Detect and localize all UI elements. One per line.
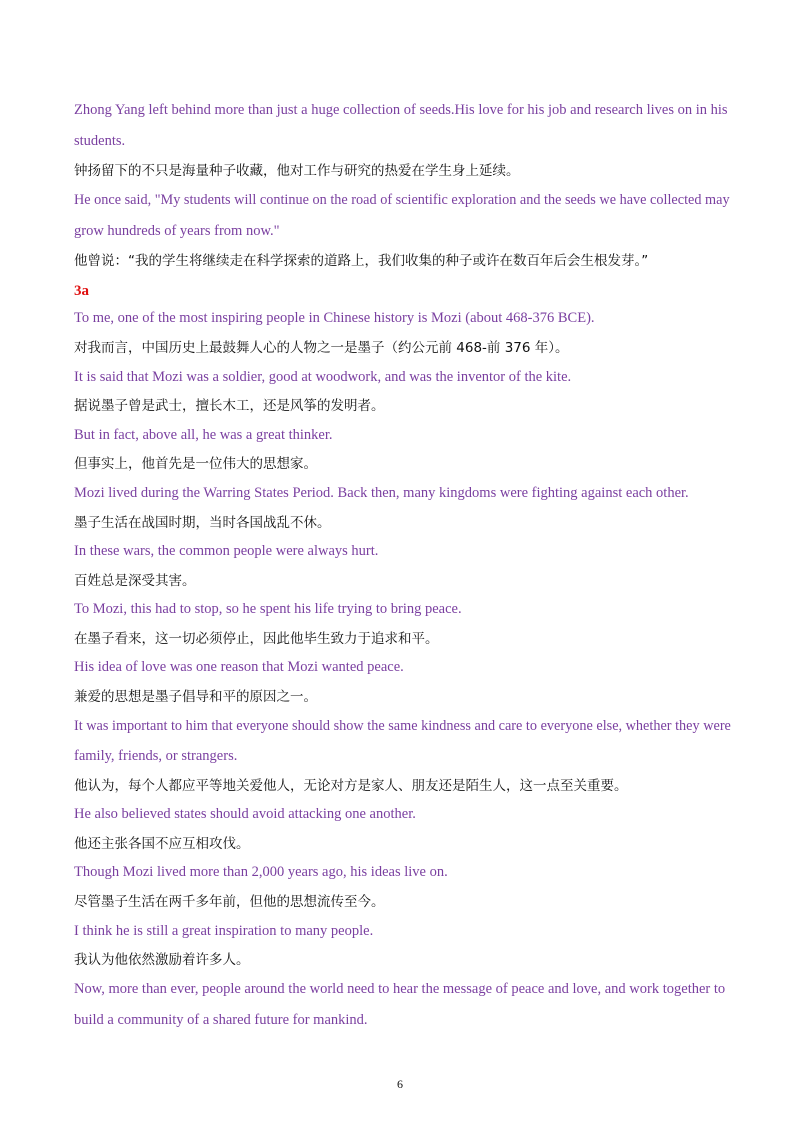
english-sentence: It is said that Mozi was a soldier, good at woodwork, and was the inventor of the kite.	[74, 369, 572, 385]
english-sentence: build a community of a shared future for mankind.	[74, 1012, 368, 1028]
english-sentence: To me, one of the most inspiring people in Chinese history is Mozi (about 468-376 BCE).	[74, 310, 595, 326]
english-sentence: I think he is still a great inspiration to many people.	[74, 923, 374, 939]
english-sentence: His idea of love was one reason that Mozi wanted peace.	[74, 659, 404, 675]
english-sentence: He also believed states should avoid attacking one another.	[74, 806, 416, 822]
chinese-translation: 对我而言，中国历史上最鼓舞人心的人物之一是墨子（约公元前 468-前 376 年）。	[74, 340, 569, 356]
english-sentence: Zhong Yang left behind more than just a huge collection of seeds.His love for his job and research lives on in his	[74, 102, 728, 118]
english-sentence: To Mozi, this had to stop, so he spent his life trying to bring peace.	[74, 601, 462, 617]
chinese-translation: 百姓总是深受其害。	[74, 573, 196, 589]
english-sentence: grow hundreds of years from now."	[74, 223, 280, 239]
chinese-translation: 他还主张各国不应互相攻伐。	[74, 836, 250, 852]
english-sentence: Now, more than ever, people around the world need to hear the message of peace and love, and work together to	[74, 981, 726, 997]
chinese-translation: 我认为他依然激励着许多人。	[74, 952, 250, 968]
page-number: 6	[397, 1077, 403, 1091]
english-sentence: Mozi lived during the Warring States Period. Back then, many kingdoms were fighting against each other.	[74, 485, 689, 501]
chinese-translation: 据说墨子曾是武士，擅长木工，还是风筝的发明者。	[74, 398, 385, 414]
chinese-translation: 兼爱的思想是墨子倡导和平的原因之一。	[74, 689, 317, 705]
english-sentence: He once said, "My students will continue on the road of scientific exploration and the seeds we have collected may	[74, 192, 730, 208]
chinese-translation: 钟扬留下的不只是海量种子收藏，他对工作与研究的热爱在学生身上延续。	[74, 163, 520, 179]
english-sentence: family, friends, or strangers.	[74, 748, 238, 764]
english-sentence: Though Mozi lived more than 2,000 years ago, his ideas live on.	[74, 864, 448, 880]
section-heading: 3a	[74, 283, 89, 299]
chinese-translation: 他认为，每个人都应平等地关爱他人，无论对方是家人、朋友还是陌生人，这一点至关重要。	[74, 778, 628, 794]
english-sentence: students.	[74, 133, 126, 149]
chinese-translation: 在墨子看来，这一切必须停止，因此他毕生致力于追求和平。	[74, 631, 439, 647]
english-sentence: But in fact, above all, he was a great thinker.	[74, 427, 333, 443]
chinese-translation: 他曾说：“我的学生将继续走在科学探索的道路上，我们收集的种子或许在数百年后会生根发芽。”	[74, 253, 649, 269]
chinese-translation: 但事实上，他首先是一位伟大的思想家。	[74, 456, 317, 472]
chinese-translation: 墨子生活在战国时期，当时各国战乱不休。	[74, 515, 331, 531]
chinese-translation: 尽管墨子生活在两千多年前，但他的思想流传至今。	[74, 894, 385, 910]
english-sentence: In these wars, the common people were always hurt.	[74, 543, 379, 559]
english-sentence: It was important to him that everyone should show the same kindness and care to everyone else, whether they were	[74, 718, 731, 734]
